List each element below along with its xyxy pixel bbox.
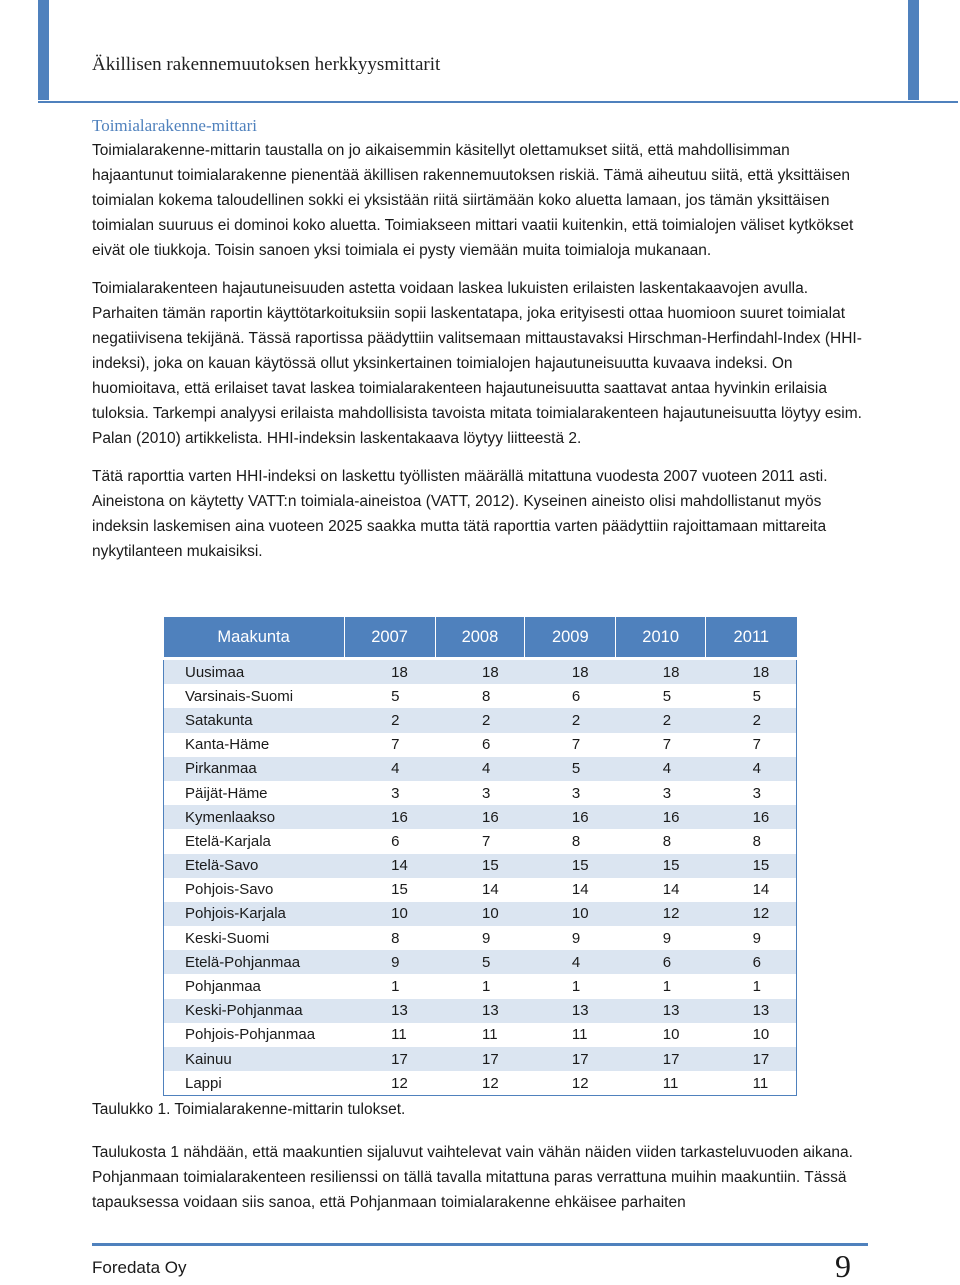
rank-cell: 5	[435, 950, 525, 974]
rank-cell: 11	[616, 1071, 706, 1096]
header-accent-bar-right	[908, 0, 919, 100]
region-name-cell: Etelä-Savo	[164, 854, 345, 878]
rank-cell: 17	[525, 1047, 616, 1071]
table-caption: Taulukko 1. Toimialarakenne-mittarin tulokset.	[92, 1101, 406, 1118]
rank-cell: 12	[435, 1071, 525, 1096]
region-name-cell: Etelä-Karjala	[164, 829, 345, 853]
rank-cell: 13	[435, 999, 525, 1023]
rank-cell: 13	[525, 999, 616, 1023]
paragraph-after-table: Taulukosta 1 nähdään, että maakuntien sijaluvut vaihtelevat vain vähän näiden viiden tarkasteluvuoden aikana. Pohjanmaan toimialarakenteen resilienssi on tällä tavalla mitattuna paras verrattuna muihin maakuntiin. Tässä tapauksessa voidaan siis sanoa, että Pohjanmaan toimialarakenne ehkäisee parhaiten	[92, 1144, 853, 1211]
region-name-cell: Keski-Pohjanmaa	[164, 999, 345, 1023]
region-name-cell: Päijät-Häme	[164, 781, 345, 805]
rank-cell: 9	[706, 926, 797, 950]
rank-cell: 12	[344, 1071, 435, 1096]
rank-cell: 13	[616, 999, 706, 1023]
rank-cell: 16	[616, 805, 706, 829]
region-name-cell: Pirkanmaa	[164, 757, 345, 781]
rank-cell: 9	[525, 926, 616, 950]
table-row	[164, 1023, 797, 1047]
rank-cell: 3	[435, 781, 525, 805]
footer-divider	[92, 1243, 868, 1246]
table-row	[164, 708, 797, 732]
rank-cell: 8	[525, 829, 616, 853]
rank-cell: 15	[435, 854, 525, 878]
column-header-region: Maakunta	[164, 617, 345, 659]
section-body	[92, 114, 872, 577]
table-header-row	[164, 617, 797, 659]
rank-cell: 18	[706, 659, 797, 685]
rank-cell: 10	[435, 902, 525, 926]
rank-cell: 14	[706, 878, 797, 902]
rank-cell: 15	[525, 854, 616, 878]
rank-cell: 2	[616, 708, 706, 732]
column-header-year: 2010	[616, 617, 706, 659]
rank-cell: 1	[616, 974, 706, 998]
rank-cell: 9	[435, 926, 525, 950]
rank-cell: 6	[525, 684, 616, 708]
rank-cell: 7	[616, 733, 706, 757]
table-row	[164, 1047, 797, 1071]
rank-cell: 17	[616, 1047, 706, 1071]
table-row	[164, 1071, 797, 1096]
rank-cell: 7	[435, 829, 525, 853]
rank-cell: 8	[616, 829, 706, 853]
section-heading: Toimialarakenne-mittari	[92, 116, 257, 135]
rank-cell: 7	[706, 733, 797, 757]
rank-cell: 17	[435, 1047, 525, 1071]
rank-cell: 14	[525, 878, 616, 902]
rank-cell: 1	[706, 974, 797, 998]
rank-cell: 5	[706, 684, 797, 708]
rank-cell: 6	[435, 733, 525, 757]
table-row	[164, 733, 797, 757]
region-name-cell: Varsinais-Suomi	[164, 684, 345, 708]
rank-cell: 9	[616, 926, 706, 950]
rank-cell: 14	[616, 878, 706, 902]
rank-cell: 6	[616, 950, 706, 974]
table-row	[164, 805, 797, 829]
footer-company-name: Foredata Oy	[92, 1258, 187, 1277]
column-header-year: 2009	[525, 617, 616, 659]
rank-cell: 2	[435, 708, 525, 732]
rank-cell: 18	[616, 659, 706, 685]
region-name-cell: Kanta-Häme	[164, 733, 345, 757]
table-row	[164, 902, 797, 926]
region-name-cell: Pohjois-Pohjanmaa	[164, 1023, 345, 1047]
rank-cell: 16	[525, 805, 616, 829]
rank-cell: 3	[616, 781, 706, 805]
rank-cell: 8	[435, 684, 525, 708]
region-name-cell: Pohjanmaa	[164, 974, 345, 998]
rank-cell: 4	[344, 757, 435, 781]
column-header-year: 2008	[435, 617, 525, 659]
rank-cell: 16	[344, 805, 435, 829]
rank-cell: 4	[435, 757, 525, 781]
region-name-cell: Etelä-Pohjanmaa	[164, 950, 345, 974]
hhi-results-table	[163, 617, 797, 1096]
region-name-cell: Pohjois-Savo	[164, 878, 345, 902]
rank-cell: 4	[706, 757, 797, 781]
table-row	[164, 854, 797, 878]
header-accent-bar-left	[38, 0, 49, 100]
table-row	[164, 684, 797, 708]
rank-cell: 13	[344, 999, 435, 1023]
rank-cell: 10	[706, 1023, 797, 1047]
rank-cell: 3	[706, 781, 797, 805]
rank-cell: 1	[435, 974, 525, 998]
paragraph-1: Toimialarakenne-mittarin taustalla on jo aikaisemmin käsitellyt olettamukset siitä, että mahdollisimman hajaantunut toimialarakenne pienentää äkillisen rakennemuutoksen riskiä. Tämä aiheutuu siitä, että yksittäisen toimialan kokema taloudellinen sokki ei yksistään riitä siirtämään koko aluetta lamaan, jos tämän yksittäisen toimialan suuruus ei dominoi koko aluetta. Toimiakseen mittari vaatii kuitenkin, että toimialojen väliset kytkökset eivät ole tiukkoja. Toisin sanoen yksi toimiala ei pysty viemään muita toimialoja mukanaan.	[92, 142, 854, 259]
rank-cell: 15	[616, 854, 706, 878]
table-row	[164, 757, 797, 781]
rank-cell: 16	[435, 805, 525, 829]
rank-cell: 2	[344, 708, 435, 732]
region-name-cell: Keski-Suomi	[164, 926, 345, 950]
table-row	[164, 659, 797, 685]
rank-cell: 1	[344, 974, 435, 998]
rank-cell: 18	[525, 659, 616, 685]
running-header-title: Äkillisen rakennemuutoksen herkkyysmittarit	[92, 54, 441, 75]
table-row	[164, 950, 797, 974]
paragraph-3: Tätä raporttia varten HHI-indeksi on laskettu työllisten määrällä mitattuna vuodesta 2007 vuoteen 2011 asti. Aineistona on käytetty VATT:n toimiala-aineistoa (VATT, 2012). Kyseinen aineisto olisi mahdollistanut myös indeksin laskemisen aina vuoteen 2025 saakka mutta tätä raporttia varten päädyttiin rajoittamaan mittareita nykytilanteen mukaisiksi.	[92, 468, 828, 560]
rank-cell: 5	[616, 684, 706, 708]
region-name-cell: Kainuu	[164, 1047, 345, 1071]
rank-cell: 9	[344, 950, 435, 974]
region-name-cell: Uusimaa	[164, 659, 345, 685]
header-divider	[38, 101, 958, 103]
rank-cell: 2	[525, 708, 616, 732]
rank-cell: 15	[706, 854, 797, 878]
table-body	[164, 659, 797, 1096]
table-row	[164, 974, 797, 998]
rank-cell: 2	[706, 708, 797, 732]
rank-cell: 5	[525, 757, 616, 781]
region-name-cell: Kymenlaakso	[164, 805, 345, 829]
paragraph-2: Toimialarakenteen hajautuneisuuden astetta voidaan laskea lukuisten erilaisten laskentakaavojen avulla. Parhaiten tämän raportin käyttötarkoituksiin sopii laskentatapa, joka erityisesti ottaa huomioon suuret toimialat negatiivisena tekijänä. Tässä raportissa päädyttiin valitsemaan mittaustavaksi Hirschman-Herfindahl-Index (HHI-indeksi), joka on kauan käytössä ollut yksinkertainen toimialojen hajautuneisuutta kuvaava indeksi. On huomioitava, että erilaiset tavat laskea toimialarakenteen hajautuneisuutta saattavat antaa hyvinkin erilaisia tuloksia. Tarkempi analyysi erilaista mahdollisista tavoista mitata toimialarakenteen hajautuneisuutta löytyy esim. Palan (2010) artikkelista. HHI-indeksin laskentakaava löytyy liitteestä 2.	[92, 280, 862, 447]
rank-cell: 8	[706, 829, 797, 853]
rank-cell: 10	[344, 902, 435, 926]
rank-cell: 11	[706, 1071, 797, 1096]
rank-cell: 1	[525, 974, 616, 998]
table-row	[164, 999, 797, 1023]
table-row	[164, 781, 797, 805]
rank-cell: 8	[344, 926, 435, 950]
rank-cell: 12	[616, 902, 706, 926]
region-name-cell: Lappi	[164, 1071, 345, 1096]
rank-cell: 11	[525, 1023, 616, 1047]
region-name-cell: Pohjois-Karjala	[164, 902, 345, 926]
rank-cell: 14	[344, 854, 435, 878]
rank-cell: 18	[344, 659, 435, 685]
rank-cell: 3	[525, 781, 616, 805]
rank-cell: 11	[435, 1023, 525, 1047]
rank-cell: 17	[706, 1047, 797, 1071]
rank-cell: 13	[706, 999, 797, 1023]
table-row	[164, 926, 797, 950]
rank-cell: 4	[525, 950, 616, 974]
table-row	[164, 878, 797, 902]
rank-cell: 16	[706, 805, 797, 829]
rank-cell: 11	[344, 1023, 435, 1047]
rank-cell: 15	[344, 878, 435, 902]
region-name-cell: Satakunta	[164, 708, 345, 732]
table-row	[164, 829, 797, 853]
rank-cell: 3	[344, 781, 435, 805]
rank-cell: 12	[706, 902, 797, 926]
rank-cell: 6	[706, 950, 797, 974]
rank-cell: 10	[616, 1023, 706, 1047]
rank-cell: 17	[344, 1047, 435, 1071]
rank-cell: 14	[435, 878, 525, 902]
rank-cell: 4	[616, 757, 706, 781]
column-header-year: 2011	[706, 617, 797, 659]
rank-cell: 18	[435, 659, 525, 685]
rank-cell: 7	[525, 733, 616, 757]
page-number: 9	[835, 1248, 851, 1284]
rank-cell: 5	[344, 684, 435, 708]
column-header-year: 2007	[344, 617, 435, 659]
rank-cell: 12	[525, 1071, 616, 1096]
rank-cell: 6	[344, 829, 435, 853]
rank-cell: 10	[525, 902, 616, 926]
rank-cell: 7	[344, 733, 435, 757]
